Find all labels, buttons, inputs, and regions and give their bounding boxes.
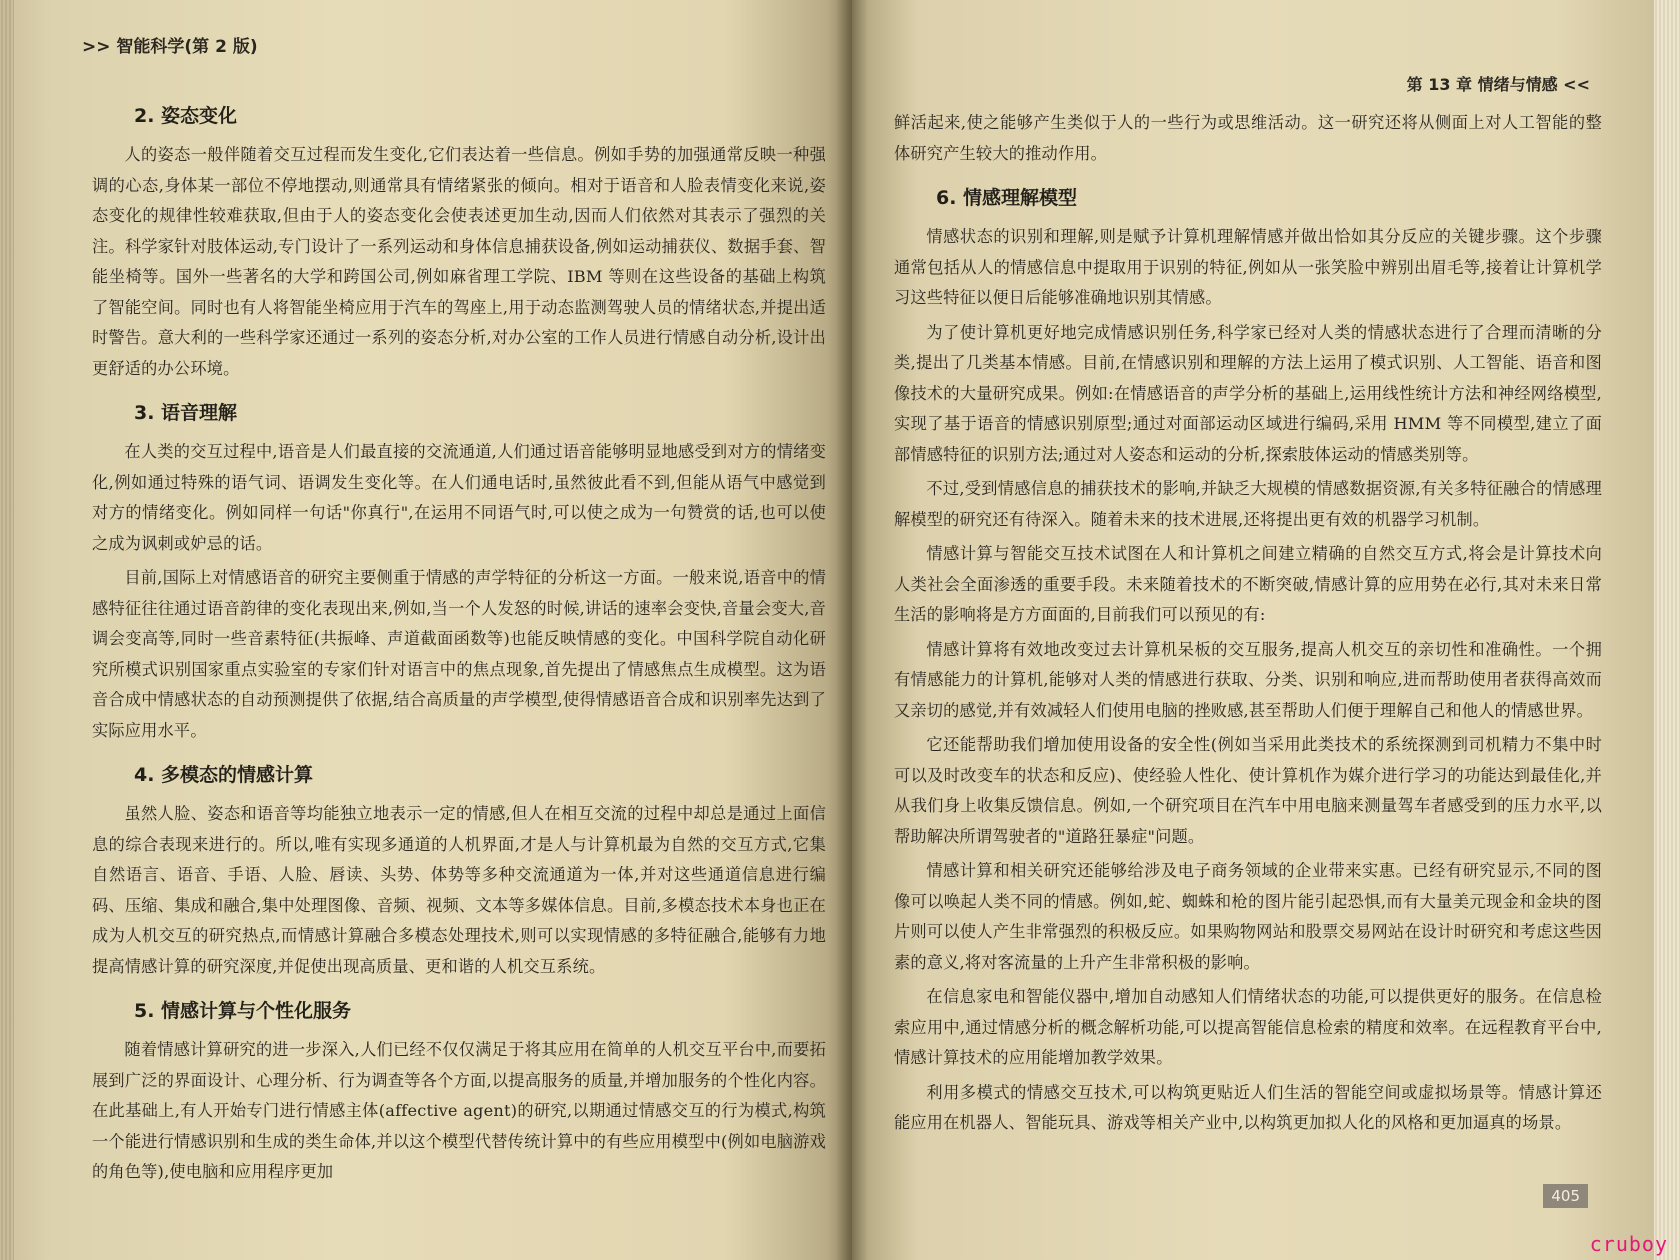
paragraph: 在人类的交互过程中,语音是人们最直接的交流通道,人们通过语音能够明显地感受到对方的情绪变化,例如通过特殊的语气词、语调发生变化等。在人们通电话时,虽然彼此看不到,但能从语气中感觉到对方的情绪变化。例如同样一句话"你真行",在运用不同语气时,可以使之成为一句赞赏的话,也可以使之成为讽刺或妒忌的话。 (92, 442, 826, 553)
photo-watermark: cruboy (1589, 1232, 1668, 1256)
paragraph: 虽然人脸、姿态和语音等均能独立地表示一定的情感,但人在相互交流的过程中却总是通过上面信息的综合表现来进行的。所以,唯有实现多通道的人机界面,才是人与计算机最为自然的交互方式,它集自然语言、语音、手语、人脸、唇读、头势、体势等多种交流通道为一体,并对这些通道信息进行编码、压缩、集成和融合,集中处理图像、音频、视频、文本等多媒体信息。目前,多模态技术本身也正在成为人机交互的研究热点,而情感计算融合多模态处理技术,则可以实现情感的多特征融合,能够有力地提高情感计算的研究深度,并促使出现高质量、更和谐的人机交互系统。 (92, 804, 826, 976)
section-heading: 5. 情感计算与个性化服务 (134, 1000, 352, 1022)
section-heading: 4. 多模态的情感计算 (134, 764, 314, 786)
left-running-header: >> 智能科学(第 2 版) (82, 37, 258, 57)
section-multimodal (92, 760, 826, 982)
section-posture (92, 101, 826, 384)
paragraph: 情感状态的识别和理解,则是赋予计算机理解情感并做出恰如其分反应的关键步骤。这个步骤通常包括从人的情感信息中提取用于识别的特征,例如从一张笑脸中辨别出眉毛等,接着让计算机学习这些特征以便日后能够准确地识别其情感。 (894, 227, 1602, 307)
right-page-body (894, 108, 1602, 1139)
paragraph: 在信息家电和智能仪器中,增加自动感知人们情绪状态的功能,可以提供更好的服务。在信息检索应用中,通过情感分析的概念解析功能,可以提高智能信息检索的精度和效率。在远程教育平台中,情感计算技术的应用能增加教学效果。 (894, 987, 1602, 1067)
right-page (852, 0, 1680, 1260)
page-number: 405 (1543, 1184, 1588, 1208)
section-speech (92, 398, 826, 746)
section-personalized-service (92, 996, 826, 1188)
section-heading: 3. 语音理解 (134, 402, 238, 424)
right-page-edges (1654, 0, 1680, 1260)
section-heading: 6. 情感理解模型 (936, 187, 1078, 209)
paragraph: 情感计算与智能交互技术试图在人和计算机之间建立精确的自然交互方式,将会是计算技术向人类社会全面渗透的重要手段。未来随着技术的不断突破,情感计算的应用势在必行,其对未来日常生活的影响将是方方面面的,目前我们可以预见的有: (894, 544, 1602, 624)
paragraph: 人的姿态一般伴随着交互过程而发生变化,它们表达着一些信息。例如手势的加强通常反映一种强调的心态,身体某一部位不停地摆动,则通常具有情绪紧张的倾向。相对于语音和人脸表情变化来说,姿态变化的规律性较难获取,但由于人的姿态变化会使表述更加生动,因而人们依然对其表示了强烈的关注。科学家针对肢体运动,专门设计了一系列运动和身体信息捕获设备,例如运动捕获仪、数据手套、智能坐椅等。国外一些著名的大学和跨国公司,例如麻省理工学院、IBM 等则在这些设备的基础上构筑了智能空间。同时也有人将智能坐椅应用于汽车的驾座上,用于动态监测驾驶人员的情绪状态,并提出适时警告。意大利的一些科学家还通过一系列的姿态分析,对办公室的工作人员进行情感自动分析,设计出更舒适的办公环境。 (92, 145, 826, 378)
right-running-header: 第 13 章 情绪与情感 << (1406, 75, 1590, 94)
continued-paragraph: 鲜活起来,使之能够产生类似于人的一些行为或思维活动。这一研究还将从侧面上对人工智能的整体研究产生较大的推动作用。 (894, 113, 1602, 163)
paragraph: 情感计算将有效地改变过去计算机呆板的交互服务,提高人机交互的亲切性和准确性。一个拥有情感能力的计算机,能够对人类的情感进行获取、分类、识别和响应,进而帮助使用者获得高效而又亲切的感觉,并有效减轻人们使用电脑的挫败感,甚至帮助人们便于理解自己和他人的情感世界。 (894, 639, 1602, 720)
section-emotion-understanding (894, 183, 1602, 1139)
paragraph: 情感计算和相关研究还能够给涉及电子商务领域的企业带来实惠。已经有研究显示,不同的图像可以唤起人类不同的情感。例如,蛇、蜘蛛和枪的图片能引起恐惧,而有大量美元现金和金块的图片则可以使人产生非常强烈的积极反应。如果购物网站和股票交易网站在设计时研究和考虑这些因素的意义,将对客流量的上升产生非常积极的影响。 (894, 861, 1602, 972)
paragraph: 它还能帮助我们增加使用设备的安全性(例如当采用此类技术的系统探测到司机精力不集中时可以及时改变车的状态和反应)、使经验人性化、使计算机作为媒介进行学习的功能达到最佳化,并从我们身上收集反馈信息。例如,一个研究项目在汽车中用电脑来测量驾车者感受到的压力水平,以帮助解决所谓驾驶者的"道路狂暴症"问题。 (894, 735, 1602, 846)
paragraph: 为了使计算机更好地完成情感识别任务,科学家已经对人类的情感状态进行了合理而清晰的分类,提出了几类基本情感。目前,在情感识别和理解的方法上运用了模式识别、人工智能、语音和图像技术的大量研究成果。例如:在情感语音的声学分析的基础上,运用线性统计方法和神经网络模型,实现了基于语音的情感识别原型;通过对面部运动区域进行编码,采用 HMM 等不同模型,建立了面部情感特征的识别方法;通过对人姿态和运动的分析,探索肢体运动的情感类别等。 (894, 322, 1602, 464)
section-heading: 2. 姿态变化 (134, 105, 238, 127)
paragraph: 随着情感计算研究的进一步深入,人们已经不仅仅满足于将其应用在简单的人机交互平台中,而要拓展到广泛的界面设计、心理分析、行为调查等各个方面,以提高服务的质量,并增加服务的个性化内容。在此基础上,有人开始专门进行情感主体(affective agent)的研究,以期通过情感交互的行为模式,构筑一个能进行情感识别和生成的类生命体,并以这个模型代替传统计算中的有些应用模型中(例如电脑游戏的角色等),使电脑和应用程序更加 (92, 1040, 826, 1181)
paragraph: 目前,国际上对情感语音的研究主要侧重于情感的声学特征的分析这一方面。一般来说,语音中的情感特征往往通过语音韵律的变化表现出来,例如,当一个人发怒的时候,讲话的速率会变快,音量会变大,音调会变高等,同时一些音素特征(共振峰、声道截面函数等)也能反映情感的变化。中国科学院自动化研究所模式识别国家重点实验室的专家们针对语言中的焦点现象,首先提出了情感焦点生成模型。这为语音合成中情感状态的自动预测提供了依据,结合高质量的声学模型,使得情感语音合成和识别率先达到了实际应用水平。 (92, 568, 826, 740)
paragraph: 不过,受到情感信息的捕获技术的影响,并缺乏大规模的情感数据资源,有关多特征融合的情感理解模型的研究还有待深入。随着未来的技术进展,还将提出更有效的机器学习机制。 (894, 479, 1602, 529)
paragraph: 利用多模式的情感交互技术,可以构筑更贴近人们生活的智能空间或虚拟场景等。情感计算还能应用在机器人、智能玩具、游戏等相关产业中,以构筑更加拟人化的风格和更加逼真的场景。 (894, 1082, 1602, 1132)
left-page-edges (0, 0, 14, 1260)
